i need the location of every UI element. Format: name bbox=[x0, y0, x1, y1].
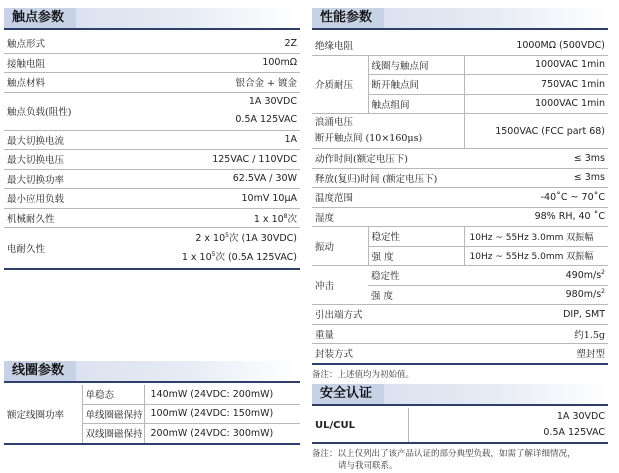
table-row: 振动 稳定性 10Hz ~ 55Hz 3.0mm 双振幅 bbox=[312, 227, 608, 247]
coil-params-title: 线圈参数 bbox=[4, 361, 76, 381]
table-row: 动作时间(额定电压下) ≤ 3ms bbox=[312, 149, 608, 169]
contact-params-header bbox=[4, 8, 300, 30]
table-row: 绝缘电阻 1000MΩ (500VDC) bbox=[312, 36, 608, 55]
safety-cert-label: UL/CUL bbox=[315, 419, 355, 431]
table-row: 单线圈磁保持 100mW (24VDC: 150mW) bbox=[4, 404, 300, 424]
table-row: 触点材料 银合金 + 镀金 bbox=[4, 73, 300, 93]
performance-title: 性能参数 bbox=[312, 8, 384, 28]
contact-params-title: 触点参数 bbox=[4, 8, 76, 28]
safety-header bbox=[312, 384, 608, 406]
safety-table bbox=[312, 408, 608, 444]
table-row: 引出端方式 DIP, SMT bbox=[312, 305, 608, 325]
table-row: 封装方式 塑封型 bbox=[312, 344, 608, 364]
table-row: 电耐久性 2 x $10^5$次 (1A 30VDC) 1 x $10^5$次 (0.5A 125VAC) bbox=[4, 228, 300, 270]
safety-panel bbox=[312, 384, 608, 472]
contact-params-table bbox=[4, 34, 300, 270]
performance-note: 备注：上述值均为初始值。 bbox=[312, 369, 415, 380]
table-row: 最大切换电流 1A bbox=[4, 130, 300, 150]
mechanical-life-value: 1 x $10^8$次 bbox=[253, 212, 297, 225]
safety-value-2: 0.5A 125VAC bbox=[543, 427, 605, 438]
safety-note: 备注：以上仅列出了该产品认证的部分典型负载，如需了解详细情况， 请与我司联系。 bbox=[312, 449, 576, 471]
table-row: 湿度 98% RH, 40 ˚C bbox=[312, 207, 608, 227]
coil-params-panel bbox=[4, 361, 300, 445]
table-row: 释放(复归)时间 (额定电压下) ≤ 3ms bbox=[312, 168, 608, 188]
coil-params-header bbox=[4, 361, 300, 383]
shock-stability-value: $490m/s^2$ bbox=[565, 268, 605, 281]
contact-load-value-1: 1A 30VDC bbox=[248, 96, 297, 107]
table-row: 触点组间 1000VAC 1min bbox=[312, 94, 608, 114]
table-row: 额定线圈功率 单稳态 140mW (24VDC: 200mW) bbox=[4, 385, 300, 404]
shock-strength-value: $980m/s^2$ bbox=[565, 288, 605, 301]
table-row: 双线圈磁保持 200mW (24VDC: 300mW) bbox=[4, 424, 300, 444]
table-row bbox=[312, 408, 608, 443]
table-row: 最小应用负载 10mV 10μA bbox=[4, 189, 300, 209]
table-row: 冲击 稳定性 $490m/s^2$ bbox=[312, 266, 608, 286]
performance-panel bbox=[312, 8, 608, 380]
table-row: 接触电阻 100mΩ bbox=[4, 53, 300, 73]
table-row: 强 度 $980m/s^2$ bbox=[312, 285, 608, 305]
coil-power-group-label: 额定线圈功率 bbox=[4, 385, 82, 444]
table-row: 最大切换功率 62.5VA / 30W bbox=[4, 169, 300, 189]
table-row: 浪涌电压 断开触点间 (10×160μs) 1500VAC (FCC part 68) bbox=[312, 114, 608, 149]
contact-load-value-2: 0.5A 125VAC bbox=[235, 114, 297, 125]
table-row: 强 度 10Hz ~ 55Hz 5.0mm 双振幅 bbox=[312, 246, 608, 266]
table-row: 触点负载(阻性) 1A 30VDC 0.5A 125VAC bbox=[4, 92, 300, 130]
table-row: 重量 约1.5g bbox=[312, 324, 608, 344]
coil-params-table bbox=[4, 385, 300, 445]
electrical-life-value-1: 2 x $10^5$次 (1A 30VDC) bbox=[195, 231, 297, 244]
safety-value-1: 1A 30VDC bbox=[556, 411, 605, 422]
table-row: 断开触点间 750VAC 1min bbox=[312, 75, 608, 95]
safety-title: 安全认证 bbox=[312, 384, 384, 404]
performance-header bbox=[312, 8, 608, 30]
table-row: 最大切换电压 125VAC / 110VDC bbox=[4, 150, 300, 170]
table-row: 触点形式 2Z bbox=[4, 34, 300, 53]
table-row: 介质耐压 线圈与触点间 1000VAC 1min bbox=[312, 55, 608, 75]
table-row: 温度范围 -40˚C ~ 70˚C bbox=[312, 188, 608, 208]
electrical-life-value-2: 1 x $10^5$次 (0.5A 125VAC) bbox=[181, 250, 297, 263]
contact-params-panel bbox=[4, 8, 300, 270]
table-row: 机械耐久性 1 x $10^8$次 bbox=[4, 208, 300, 228]
performance-table bbox=[312, 36, 608, 365]
